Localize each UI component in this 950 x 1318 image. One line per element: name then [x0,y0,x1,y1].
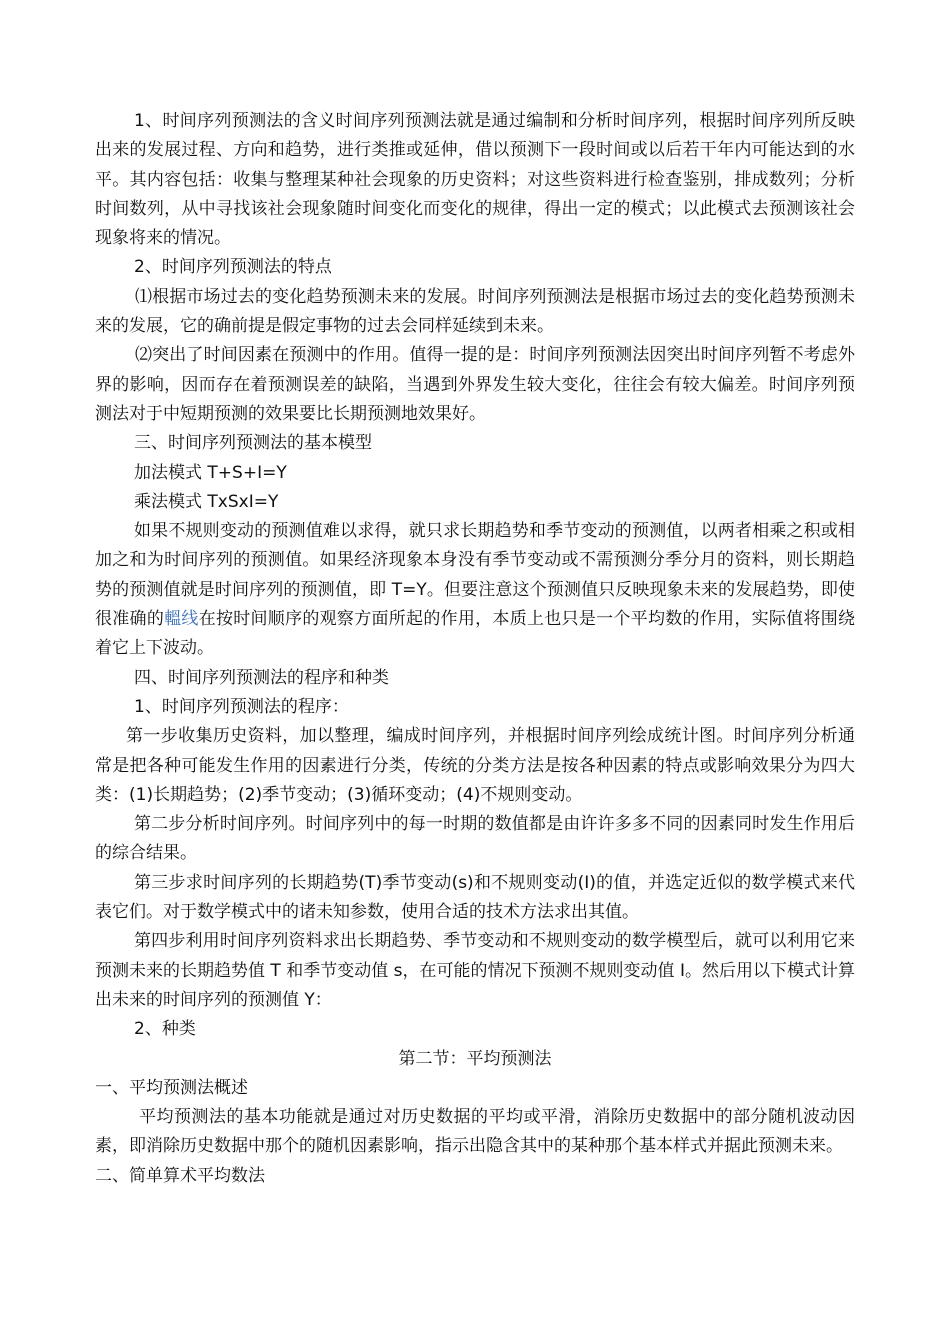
explanation-text-end: 在按时间顺序的观察方面所起的作用，本质上也只是一个平均数的作用，实际值将围绕着它上下波动。 [95,609,856,659]
paragraph-step-3: 第三步求时间序列的长期趋势(T)季节变动(s)和不规则变动(I)的值，并选定近似的数学模式来代表它们。对于数学模式中的诸未知参数，使用合适的技术方法求出其值。 [95,872,855,923]
heading-simple-average: 二、简单算术平均数法 [95,1165,265,1186]
section-title: 第二节：平均预测法 [398,1048,552,1069]
paragraph-step-1: 第一步收集历史资料，加以整理，编成时间序列，并根据时间序列绘成统计图。时间序列分析通常是把各种可能发生作用的因素进行分类，传统的分类方法是按各种因素的特点或影响效果分为四大类：(1)长期趋势；(2)季节变动；(3)循环变动；(4)不规则变动。 [95,726,855,805]
formula-additive: 加法模式 T+S+I=Y [134,462,287,483]
formula-multiplicative: 乘法模式 TxSxI=Y [134,491,279,512]
heading-average-overview: 一、平均预测法概述 [95,1077,248,1098]
heading-characteristics: 2、时间序列预测法的特点 [134,257,332,278]
heading-procedure: 1、时间序列预测法的程序： [134,696,349,717]
document-body [95,107,855,1191]
paragraph-model-explanation [95,517,855,663]
paragraph-definition: 1、时间序列预测法的含义时间序列预测法就是通过编制和分析时间序列，根据时间序列所反映出来的发展过程、方向和趋势，进行类推或延伸，借以预测下一段时间或以后若干年内可能达到的水平。其内容包括：收集与整理某种社会现象的历史资料；对这些资料进行检查鉴别，排成数列；分析时间数列，从中寻找该社会现象随时间变化而变化的规律，得出一定的模式；以此模式去预测该社会现象将来的情况。 [95,111,855,249]
heading-basic-model: 三、时间序列预测法的基本模型 [134,433,372,454]
heading-procedure-types: 四、时间序列预测法的程序和种类 [134,667,389,688]
paragraph-step-4: 第四步利用时间序列资料求出长期趋势、季节变动和不规则变动的数学模型后，就可以利用它来预测未来的长期趋势值 T 和季节变动值 s，在可能的情况下预测不规则变动值 I。然后用以下模式计算出未来的时间序列的预测值 Y： [95,931,855,1010]
inline-link[interactable]: 轀线 [164,609,199,630]
paragraph-characteristic-1: ⑴根据市场过去的变化趋势预测未来的发展。时间序列预测法是根据市场过去的变化趋势预测未来的发展，它的确前提是假定事物的过去会同样延续到未来。 [95,286,855,337]
paragraph-characteristic-2: ⑵突出了时间因素在预测中的作用。值得一提的是：时间序列预测法因突出时间序列暂不考虑外界的影响，因而存在着预测误差的缺陷，当遇到外界发生较大变化，往往会有较大偏差。时间序列预测法对于中短期预测的效果要比长期预测地效果好。 [95,345,855,424]
heading-types: 2、种类 [134,1019,196,1040]
paragraph-average-function: 平均预测法的基本功能就是通过对历史数据的平均或平滑，消除历史数据中的部分随机波动因素，即消除历史数据中那个的随机因素影响，指示出隐含其中的某种那个基本样式并据此预测未来。 [95,1107,855,1157]
paragraph-step-2: 第二步分析时间序列。时间序列中的每一时期的数值都是由许许多多不同的因素同时发生作用后的综合结果。 [95,814,855,864]
explanation-text-start: 如果不规则变动的预测值难以求得，就只求长期趋势和季节变动的预测值，以两者相乘之积或相加之和为时间序列的预测值。如果经济现象本身没有季节变动或不需预测分季分月的资料，则长期趋势的预测值就是时间序列的预测值，即 T=Y。但要注意这个预测值只反映现象未来的发展趋势，即使很准确的 [95,521,855,630]
